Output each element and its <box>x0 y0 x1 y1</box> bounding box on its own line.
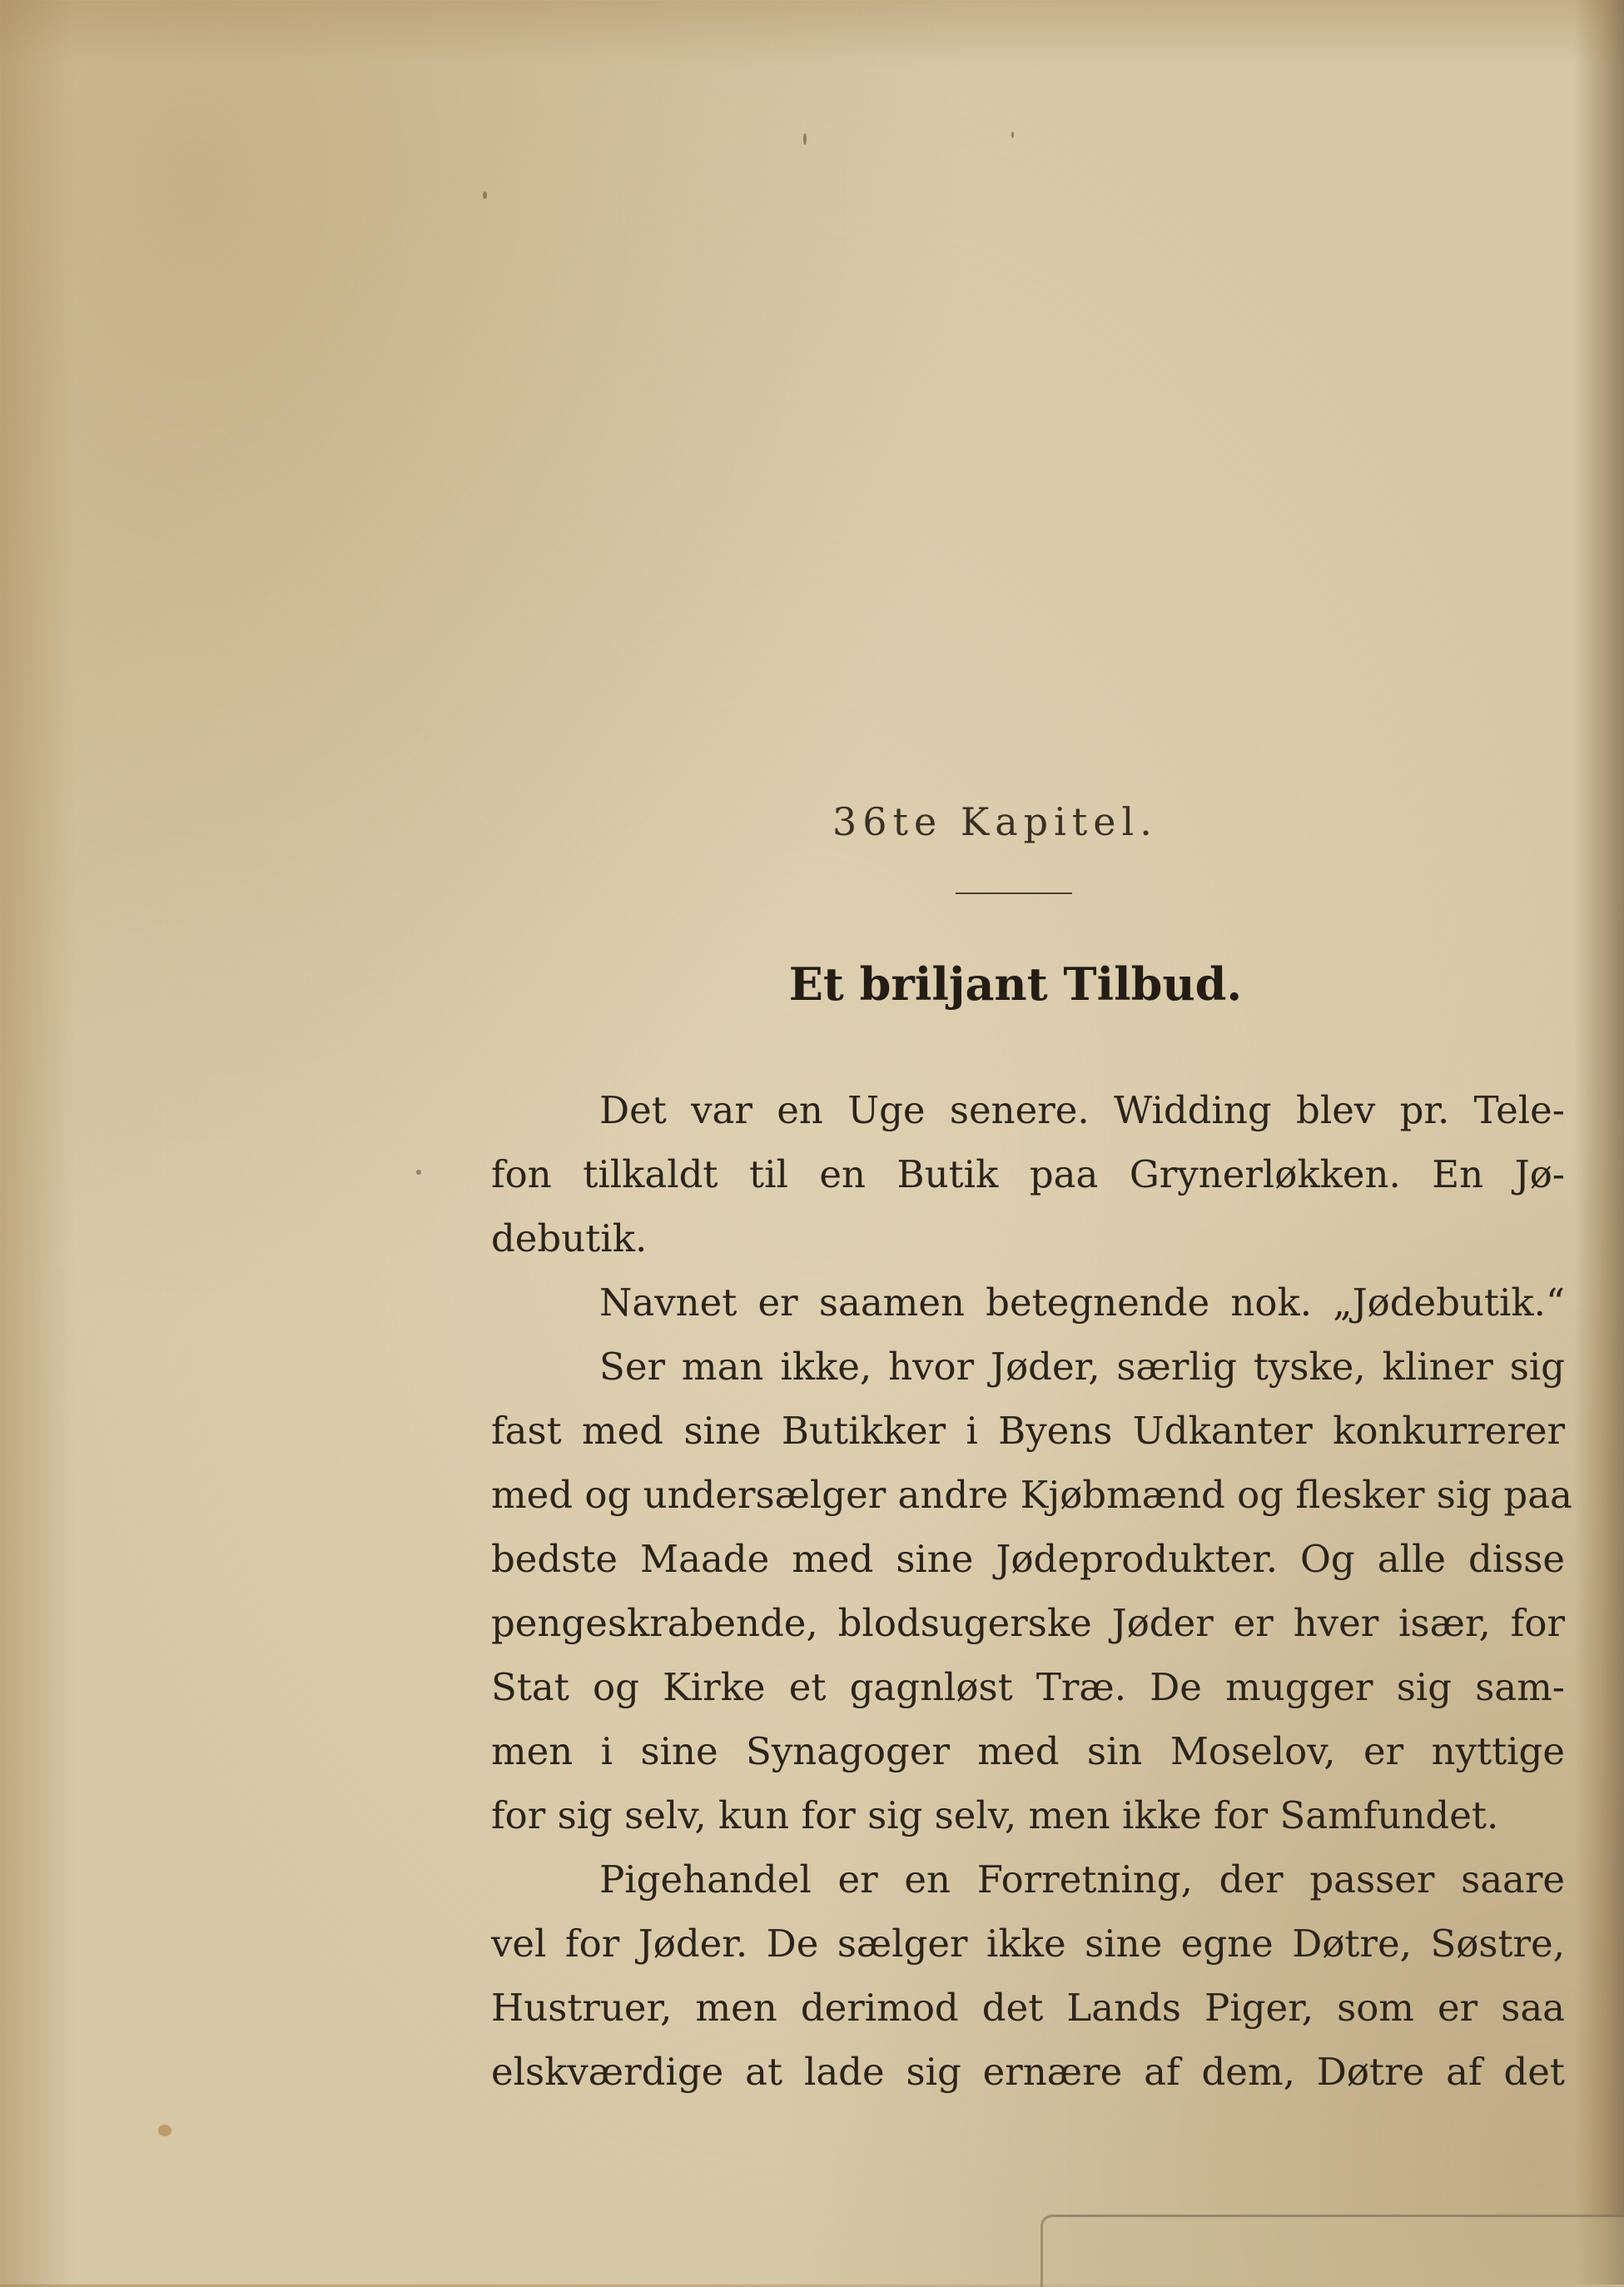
text-line: Hustruer, men derimod det Lands Piger, som er saa <box>491 1986 1565 2030</box>
chapter-number: 36te Kapitel. <box>832 799 1158 844</box>
text-line: pengeskrabende, blodsugerske Jøder er hver især, for <box>491 1601 1565 1645</box>
text-line: men i sine Synagoger med sin Moselov, er nyttige <box>491 1729 1565 1773</box>
page-corner-fold <box>1040 2215 1624 2287</box>
paper-speck <box>158 2125 171 2136</box>
text-line: med og undersælger andre Kjøbmænd og flesker sig paa <box>491 1473 1572 1517</box>
text-line: Ser man ikke, hvor Jøder, særlig tyske, kliner sig <box>599 1345 1565 1389</box>
text-line: Pigehandel er en Forretning, der passer saare <box>599 1857 1565 1902</box>
paper-speck <box>1011 132 1014 138</box>
text-line: vel for Jøder. De sælger ikke sine egne Døtre, Søstre, <box>491 1922 1565 1966</box>
paper-speck <box>483 191 487 199</box>
page-edge-shadow <box>1574 0 1624 2285</box>
paper-speck <box>803 133 807 145</box>
body-text <box>491 1078 1572 2104</box>
text-line: Stat og Kirke et gagnløst Træ. De mugger sig sam- <box>491 1665 1565 1709</box>
text-line: elskværdige at lade sig ernære af dem, Døtre af det <box>491 2050 1565 2094</box>
text-line: Navnet er saamen betegnende nok. „Jødebutik.“ <box>599 1280 1565 1325</box>
text-line: debutik. <box>491 1216 648 1260</box>
text-line: for sig selv, kun for sig selv, men ikke for Samfundet. <box>491 1793 1499 1837</box>
text-line: bedste Maade med sine Jødeprodukter. Og alle disse <box>491 1537 1565 1581</box>
text-line: fast med sine Butikker i Byens Udkanter konkurrerer <box>491 1409 1565 1453</box>
chapter-title: Et briljant Tilbud. <box>788 957 1243 1011</box>
text-line: fon tilkaldt til en Butik paa Grynerløkken. En Jø- <box>491 1152 1565 1196</box>
text-line: Det var en Uge senere. Widding blev pr. Tele- <box>599 1088 1565 1132</box>
paper-speck <box>416 1170 421 1175</box>
chapter-divider <box>956 892 1072 894</box>
